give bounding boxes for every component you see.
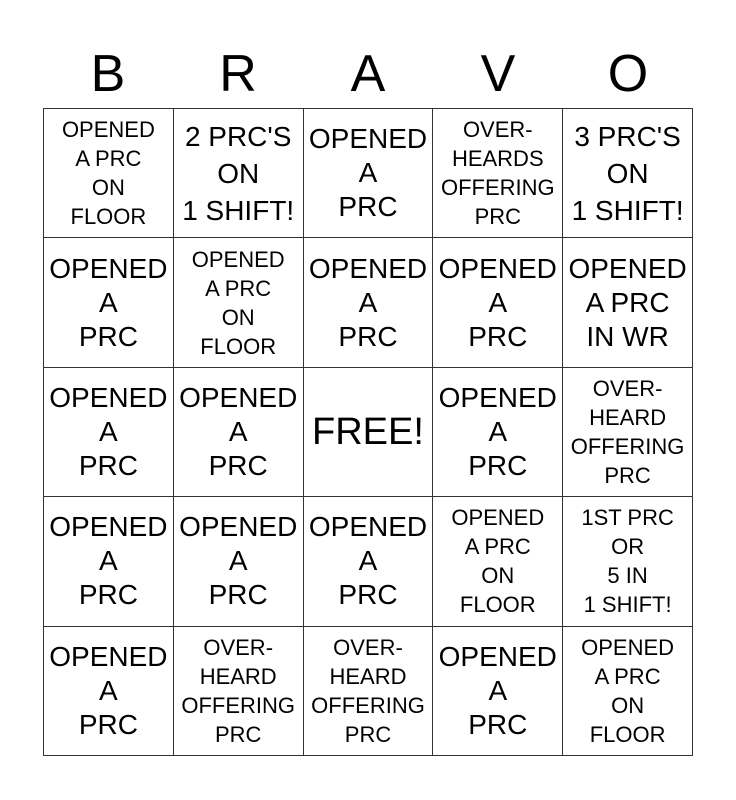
bingo-cell[interactable]: OVER- HEARD OFFERING PRC xyxy=(304,627,434,756)
free-space-cell[interactable]: FREE! xyxy=(304,368,434,497)
bingo-cell[interactable]: OPENED A PRC xyxy=(174,368,304,497)
bingo-board xyxy=(43,108,693,756)
bingo-cell[interactable]: OPENED A PRC xyxy=(304,109,434,238)
bingo-cell[interactable]: OPENED A PRC IN WR xyxy=(563,238,693,367)
header-letter-o: O xyxy=(607,45,649,103)
header-letter-v: V xyxy=(480,45,516,103)
bingo-cell[interactable]: OVER- HEARD OFFERING PRC xyxy=(174,627,304,756)
bingo-cell[interactable]: OPENED A PRC ON FLOOR xyxy=(44,109,174,238)
bingo-cell[interactable]: OPENED A PRC ON FLOOR xyxy=(174,238,304,367)
header-letter-b: B xyxy=(90,45,126,103)
bingo-cell[interactable]: OPENED A PRC xyxy=(44,497,174,626)
bingo-cell[interactable]: OPENED A PRC xyxy=(433,627,563,756)
bingo-cell[interactable]: OVER- HEARD OFFERING PRC xyxy=(563,368,693,497)
bingo-header xyxy=(43,40,693,108)
bingo-cell[interactable]: OPENED A PRC xyxy=(44,368,174,497)
bingo-cell[interactable]: OPENED A PRC xyxy=(44,627,174,756)
bingo-cell[interactable]: OPENED A PRC xyxy=(304,238,434,367)
header-letter-a: A xyxy=(350,45,386,103)
bingo-cell[interactable]: OPENED A PRC ON FLOOR xyxy=(433,497,563,626)
bingo-cell[interactable]: 2 PRC'S ON 1 SHIFT! xyxy=(174,109,304,238)
bingo-cell[interactable]: OVER- HEARDS OFFERING PRC xyxy=(433,109,563,238)
bingo-cell[interactable]: 3 PRC'S ON 1 SHIFT! xyxy=(563,109,693,238)
bingo-cell[interactable]: OPENED A PRC ON FLOOR xyxy=(563,627,693,756)
bingo-cell[interactable]: OPENED A PRC xyxy=(44,238,174,367)
bingo-cell[interactable]: OPENED A PRC xyxy=(433,238,563,367)
bingo-cell[interactable]: 1ST PRC OR 5 IN 1 SHIFT! xyxy=(563,497,693,626)
bingo-cell[interactable]: OPENED A PRC xyxy=(304,497,434,626)
header-letter-r: R xyxy=(219,45,257,103)
bingo-cell[interactable]: OPENED A PRC xyxy=(433,368,563,497)
bingo-cell[interactable]: OPENED A PRC xyxy=(174,497,304,626)
